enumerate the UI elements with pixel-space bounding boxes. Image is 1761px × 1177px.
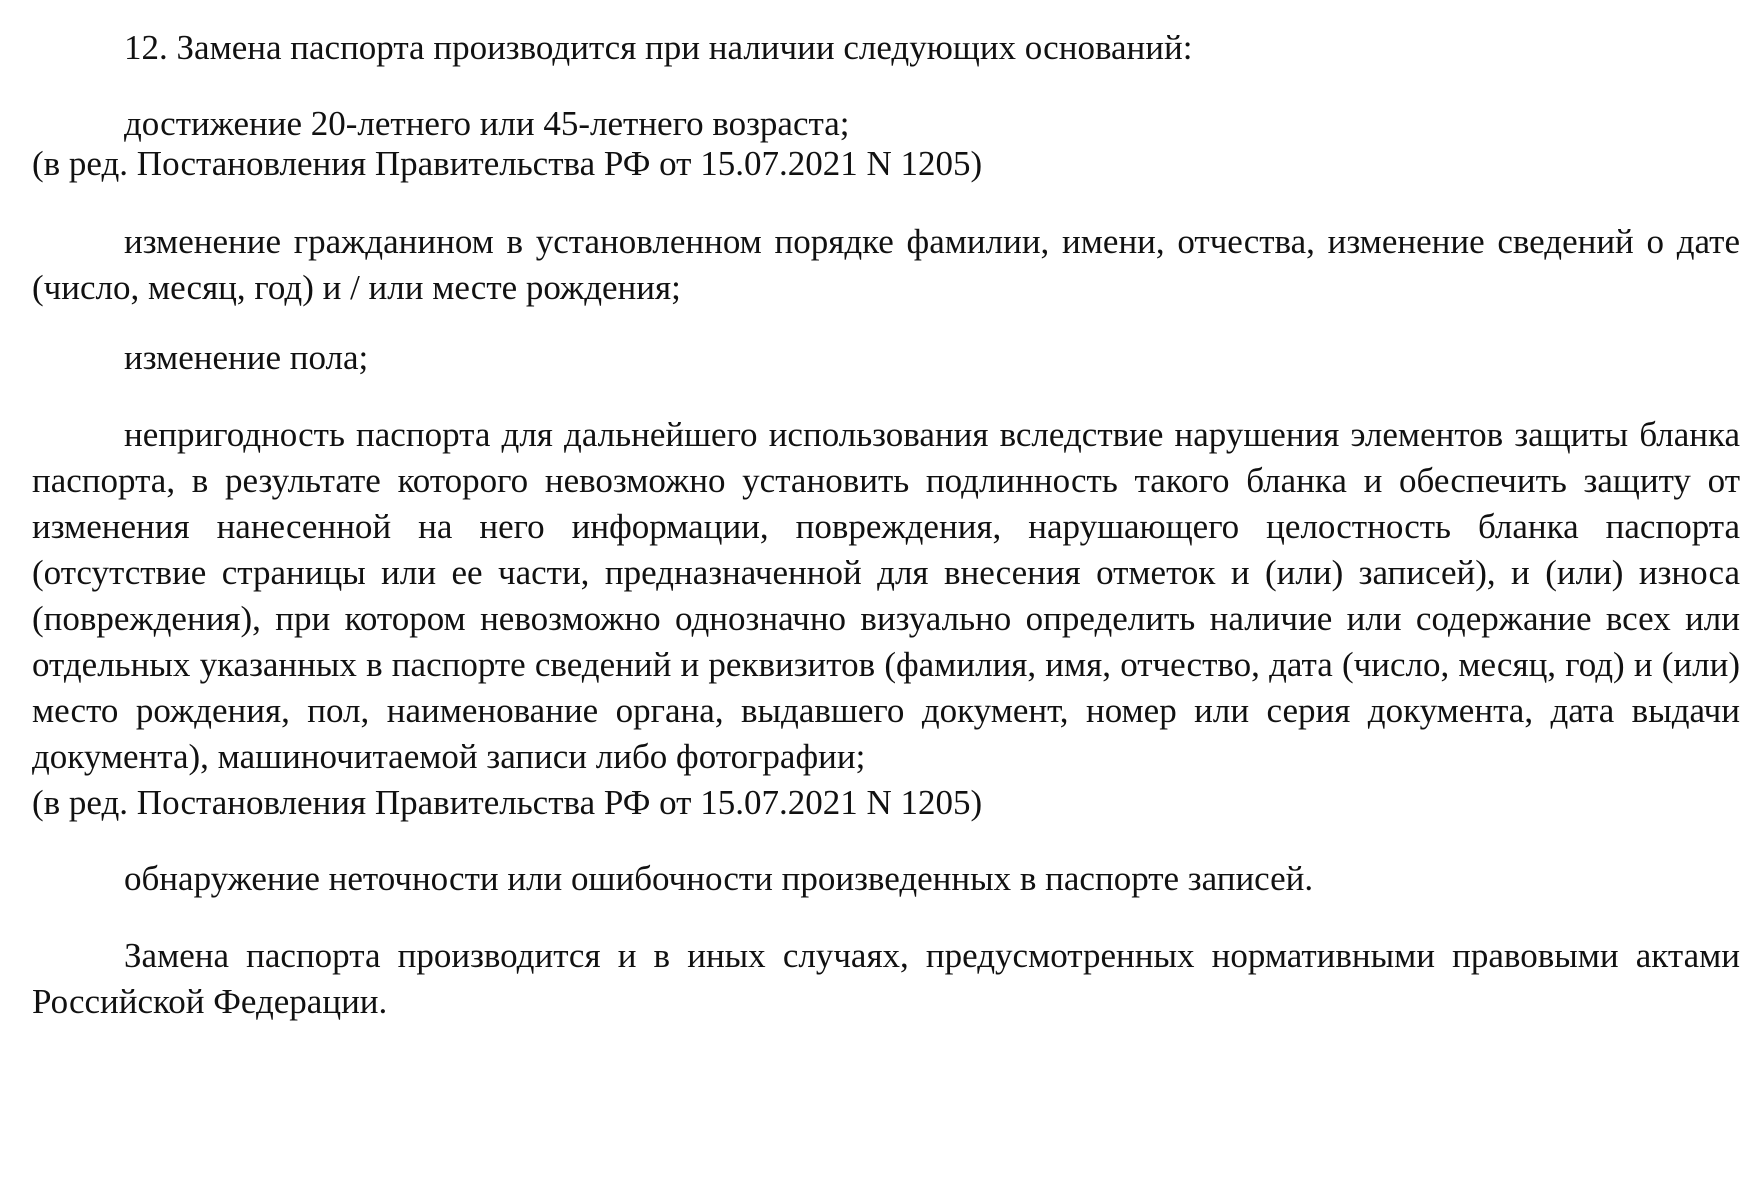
heading-paragraph: 12. Замена паспорта производится при наличии следующих оснований: — [124, 28, 1193, 67]
amendment-note: (в ред. Постановления Правительства РФ от 15.07.2021 N 1205) — [32, 783, 983, 822]
item-name-change: изменение гражданином в установленном порядке фамилии, имени, отчества, изменение сведений о дате (число, месяц, год) и / или месте рождения; — [32, 222, 1740, 307]
amendment-note: (в ред. Постановления Правительства РФ от 15.07.2021 N 1205) — [32, 144, 983, 183]
closing-paragraph: Замена паспорта производится и в иных случаях, предусмотренных нормативными правовыми актами Российской Федерации. — [32, 936, 1740, 1021]
item-record-errors: обнаружение неточности или ошибочности произведенных в паспорте записей. — [124, 859, 1314, 898]
item-age: достижение 20-летнего или 45-летнего возраста; — [124, 104, 850, 143]
item-unusable-passport: непригодность паспорта для дальнейшего использования вследствие нарушения элементов защиты бланка паспорта, в результате которого невозможно установить подлинность такого бланка и обеспечить защиту от изменения нанесенной на него информации, повреждения, нарушающего целостность бланка паспорта (отсутствие страницы или ее части, предназначенной для внесения отметок и (или) записей), и (или) износа (повреждения), при котором невозможно однозначно визуально определить наличие или содержание всех или отдельных указанных в паспорте сведений и реквизитов (фамилия, имя, отчество, дата (число, месяц, год) и (или) место рождения, пол, наименование органа, выдавшего документ, номер или серия документа, дата выдачи документа), машиночитаемой записи либо фотографии; — [32, 415, 1740, 776]
item-gender-change: изменение пола; — [124, 338, 369, 377]
